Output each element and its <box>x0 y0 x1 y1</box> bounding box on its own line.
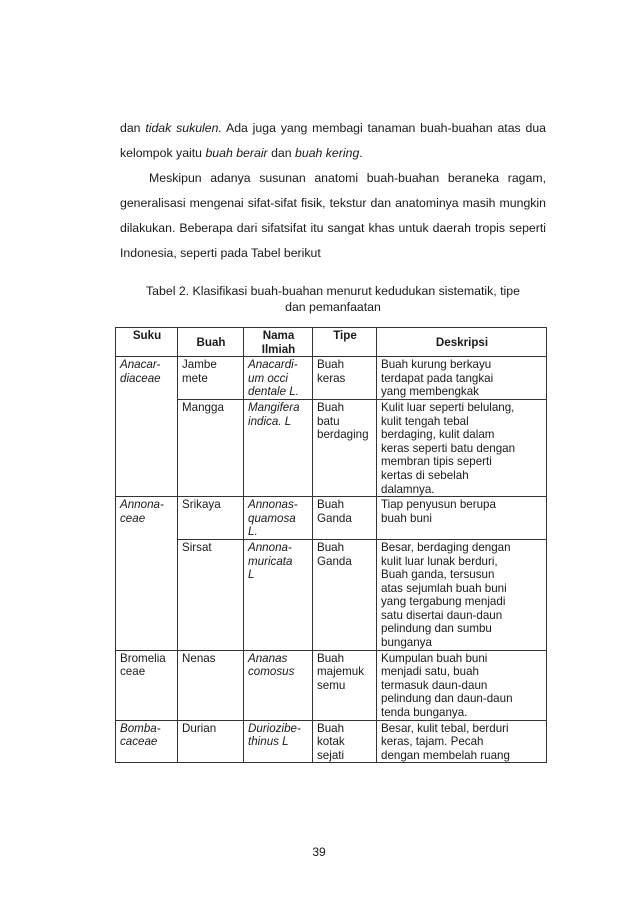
cell-line: keras seperti batu dengan <box>381 441 516 455</box>
cell-line: keras <box>317 371 346 385</box>
table-row <box>116 357 547 400</box>
cell-line: berdaging, kulit dalam <box>381 428 495 442</box>
cell-buah <box>178 720 244 763</box>
cell-line: semu <box>317 678 346 692</box>
table-row <box>116 497 547 540</box>
cell-line: dalamnya. <box>381 482 435 496</box>
cell-buah <box>178 357 244 400</box>
p1-text: . <box>359 146 363 160</box>
header-deskripsi: Deskripsi <box>377 328 547 357</box>
cell-deskripsi <box>377 720 547 763</box>
table-row <box>116 720 547 763</box>
cell-line: dengan membelah ruang <box>381 748 510 762</box>
table-caption <box>124 283 542 315</box>
cell-line: pelindung dan sumbu <box>381 622 492 636</box>
cell-line: keras, tajam. Pecah <box>381 735 484 749</box>
cell-line: Kumpulan buah buni <box>381 651 488 665</box>
cell-deskripsi <box>377 539 547 650</box>
cell-line: Buah <box>317 498 345 512</box>
cell-line: yang tergabung menjadi <box>381 595 506 609</box>
cell-line: Ganda <box>317 554 352 568</box>
p1-text: dua kelompok yaitu <box>120 121 547 160</box>
header-nama-ilmiah <box>244 328 313 357</box>
cell-line: Srikaya <box>182 498 221 512</box>
caption-line-1: Tabel 2. Klasifikasi buah-buahan menurut kedudukan sistematik, tipe <box>146 284 520 298</box>
header-buah: Buah <box>178 328 244 357</box>
cell-line: Tiap penyusun berupa <box>381 498 496 512</box>
table-header-row <box>116 328 547 357</box>
cell-line: Bromelia <box>120 651 166 665</box>
cell-line: Anacardi- <box>248 358 298 372</box>
cell-line: Buah <box>317 358 345 372</box>
cell-line: Buah <box>317 400 345 414</box>
cell-line: Durian <box>182 721 217 735</box>
cell-line: L <box>248 568 255 582</box>
p1-emphasis: tidak sukulen. <box>145 121 222 135</box>
cell-deskripsi <box>377 399 547 496</box>
cell-line: Mangifera <box>248 400 300 414</box>
cell-line: ceae <box>120 665 146 679</box>
header-nama-line: Ilmiah <box>261 342 296 356</box>
cell-deskripsi <box>377 357 547 400</box>
cell-line: pelindung dan daun-daun <box>381 692 513 706</box>
cell-nama-ilmiah <box>244 650 313 720</box>
table-body <box>116 357 547 763</box>
cell-line: Ananas <box>248 651 288 665</box>
body-paragraph-2 <box>120 166 546 266</box>
cell-line: indica. L <box>248 414 292 428</box>
header-nama-line: Nama <box>262 329 295 342</box>
p1-text: dan <box>267 146 296 160</box>
cell-deskripsi <box>377 650 547 720</box>
cell-line: yang membengkak <box>381 385 479 399</box>
page-number: 39 <box>312 845 326 859</box>
cell-line: muricata <box>248 554 293 568</box>
cell-tipe <box>313 497 377 540</box>
table-row <box>116 539 547 650</box>
cell-suku <box>116 650 178 720</box>
body-paragraph-1 <box>120 116 546 166</box>
cell-buah <box>178 497 244 540</box>
cell-line: menjadi satu, buah <box>381 665 479 679</box>
cell-line: diaceae <box>120 371 161 385</box>
cell-line: Jambe <box>182 358 217 372</box>
cell-line: kulit luar lunak berduri, <box>381 554 498 568</box>
cell-line: Ganda <box>317 511 352 525</box>
cell-tipe <box>313 399 377 496</box>
cell-nama-ilmiah <box>244 539 313 650</box>
cell-line: termasuk daun-daun <box>381 678 488 692</box>
cell-nama-ilmiah <box>244 497 313 540</box>
cell-nama-ilmiah <box>244 357 313 400</box>
cell-line: comosus <box>248 665 295 679</box>
cell-nama-ilmiah <box>244 399 313 496</box>
p1-text: Ada juga yang membagi tanaman buah-buahan atas <box>221 121 521 135</box>
cell-nama-ilmiah <box>244 720 313 763</box>
cell-line: Anacar- <box>120 358 161 372</box>
cell-line: Bomba- <box>120 721 161 735</box>
cell-tipe <box>313 357 377 400</box>
cell-deskripsi <box>377 497 547 540</box>
cell-line: caceae <box>120 735 158 749</box>
cell-line: Buah kurung berkayu <box>381 358 492 372</box>
cell-line: kulit tengah tebal <box>381 414 469 428</box>
cell-line: bunganya <box>381 636 432 650</box>
cell-line: mete <box>182 371 208 385</box>
cell-buah <box>178 399 244 496</box>
p2-text: Meskipun adanya susunan anatomi buah-buahan beraneka ragam, generalisasi mengenai sifat-sifat fisik, tekstur dan anatominya masih mungkin dilakukan. Beberapa dari sifatsifat itu sangat khas untuk daerah tropis seperti Indonesia, seperti pada Tabel berikut <box>120 171 546 260</box>
cell-line: Buah <box>317 540 345 554</box>
cell-tipe <box>313 650 377 720</box>
table-row <box>116 399 547 496</box>
cell-tipe <box>313 720 377 763</box>
cell-line: thinus L <box>248 735 289 749</box>
header-tipe: Tipe <box>313 328 377 357</box>
cell-line: Mangga <box>182 400 224 414</box>
header-suku: Suku <box>116 328 178 357</box>
classification-table <box>115 327 547 763</box>
cell-line: Besar, kulit tebal, berduri <box>381 721 509 735</box>
cell-line: Annona- <box>248 540 292 554</box>
cell-line: berdaging <box>317 428 369 442</box>
cell-line: majemuk <box>317 665 365 679</box>
p1-emphasis: buah berair <box>205 146 268 160</box>
cell-line: tenda bunganya. <box>381 706 468 720</box>
cell-buah <box>178 650 244 720</box>
cell-line: kertas di sebelah <box>381 468 469 482</box>
cell-line: um occi <box>248 371 288 385</box>
cell-line: terdapat pada tangkai <box>381 371 494 385</box>
cell-line: buah buni <box>381 511 432 525</box>
cell-line: Annona- <box>120 498 164 512</box>
cell-line: Annonas- <box>248 498 298 512</box>
cell-line: quamosa <box>248 511 296 525</box>
cell-line: atas sejumlah buah buni <box>381 581 507 595</box>
p1-emphasis: buah kering <box>295 146 360 160</box>
cell-line: kotak <box>317 735 345 749</box>
cell-line: Sirsat <box>182 540 212 554</box>
cell-buah <box>178 539 244 650</box>
cell-line: Buah <box>317 651 345 665</box>
table-row <box>116 650 547 720</box>
cell-line: sejati <box>317 748 345 762</box>
cell-suku <box>116 497 178 651</box>
cell-line: Buah ganda, tersusun <box>381 568 495 582</box>
cell-line: dentale L. <box>248 385 299 399</box>
cell-line: Kulit luar seperti belulang, <box>381 400 515 414</box>
cell-suku <box>116 720 178 763</box>
cell-line: membran tipis seperti <box>381 455 492 469</box>
cell-suku <box>116 357 178 497</box>
cell-line: batu <box>317 414 340 428</box>
p1-text: dan <box>120 121 146 135</box>
cell-line: L. <box>248 525 258 539</box>
cell-line: Buah <box>317 721 345 735</box>
cell-line: Duriozibe- <box>248 721 301 735</box>
cell-line: Nenas <box>182 651 216 665</box>
cell-line: ceae <box>120 511 146 525</box>
cell-tipe <box>313 539 377 650</box>
cell-line: Besar, berdaging dengan <box>381 540 511 554</box>
caption-line-2: dan pemanfaatan <box>285 300 381 314</box>
cell-line: satu disertai daun-daun <box>381 608 503 622</box>
